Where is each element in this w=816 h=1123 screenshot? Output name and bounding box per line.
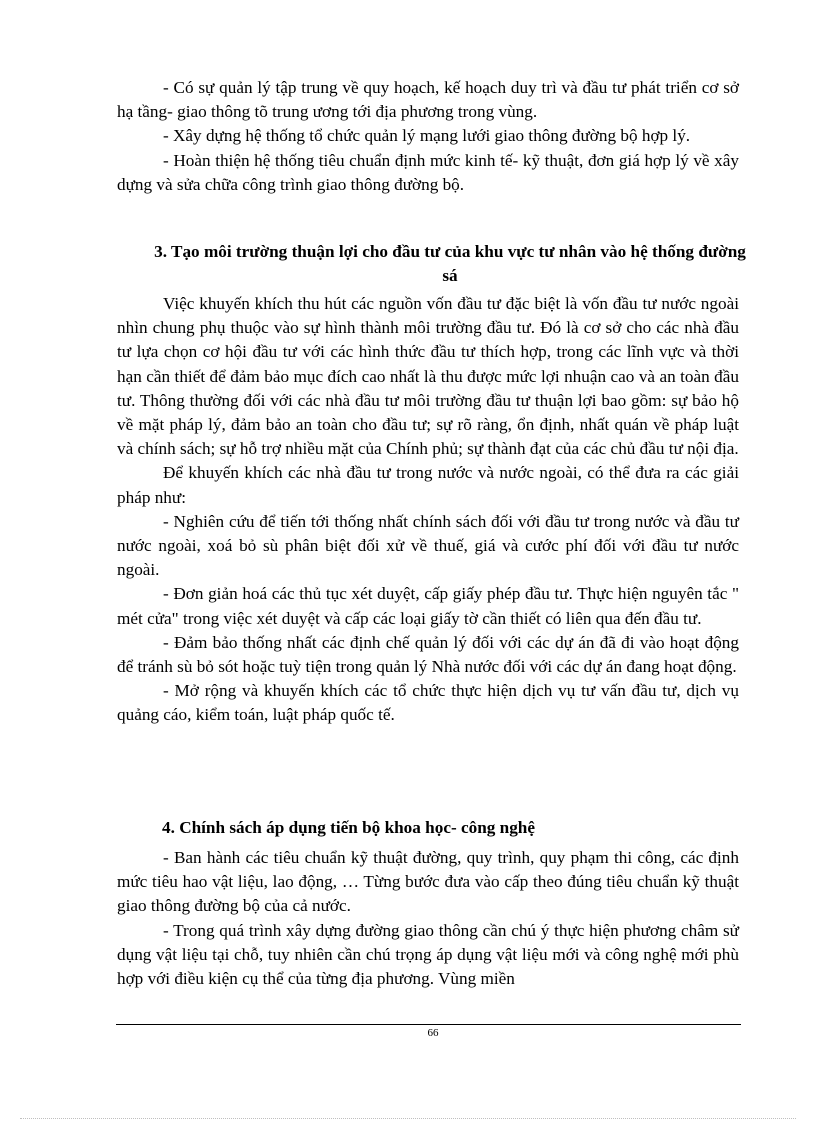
- section-3-body: [117, 292, 739, 728]
- paragraph: - Mở rộng và khuyến khích các tổ chức thực hiện dịch vụ tư vấn đầu tư, dịch vụ quảng cáo, kiểm toán, luật pháp quốc tế.: [117, 681, 739, 725]
- section-heading-3: 3. Tạo môi trường thuận lợi cho đầu tư của khu vực tư nhân vào hệ thống đường sá: [154, 242, 746, 285]
- intro-bullets: [117, 76, 739, 197]
- paragraph: - Trong quá trình xây dựng đường giao thông cần chú ý thực hiện phương châm sử dụng vật liệu tại chỗ, tuy nhiên cần chú trọng áp dụng vật liệu mới và công nghệ mới phù hợp với điều kiện cụ thể của từng địa phương. Vùng miền: [117, 920, 739, 989]
- page-number: 66: [427, 1027, 439, 1039]
- paragraph: - Đảm bảo thống nhất các định chế quản lý đối với các dự án đã đi vào hoạt động để tránh sù bỏ sót hoặc tuỳ tiện trong quản lý Nhà nước đối với các dự án đang hoạt động.: [117, 632, 739, 677]
- paragraph: - Đơn giản hoá các thủ tục xét duyệt, cấp giấy phép đầu tư. Thực hiện nguyên tắc " mét cửa" trong việc xét duyệt và cấp các loại giấy tờ cần thiết có liên qua đến đầu tư.: [117, 584, 739, 628]
- section-heading-4: 4. Chính sách áp dụng tiến bộ khoa học- công nghệ: [162, 818, 535, 837]
- paragraph: Để khuyến khích các nhà đầu tư trong nước và nước ngoài, có thể đưa ra các giải pháp như:: [117, 463, 739, 507]
- paragraph: Việc khuyến khích thu hút các nguồn vốn đầu tư đặc biệt là vốn đầu tư nước ngoài nhìn chung phụ thuộc vào sự hình thành môi trường đầu tư. Đó là cơ sở cho các nhà đầu tư lựa chọn cơ hội đầu tư với các hình thức đầu tư thích hợp, trong các lĩnh vực và thời hạn cần thiết để đảm bảo mục đích cao nhất là thu được mức lợi nhuận cao và an toàn đầu tư. Thông thường đối với các nhà đầu tư môi trường đầu tư thuận lợi bao gồm: sự bảo hộ về mặt pháp lý, đảm bảo an toàn cho đầu tư; sự rõ ràng, ổn định, nhất quán về pháp luật và chính sách; sự hỗ trợ nhiều mặt của Chính phủ; sự thành đạt của các chủ đầu tư nội địa.: [117, 294, 739, 459]
- paragraph: - Hoàn thiện hệ thống tiêu chuẩn định mức kinh tế- kỹ thuật, đơn giá hợp lý về xây dựng và sửa chữa công trình giao thông đường bộ.: [117, 150, 739, 194]
- paragraph: - Nghiên cứu để tiến tới thống nhất chính sách đối với đầu tư trong nước và đầu tư nước ngoài, xoá bỏ sù phân biệt đối xử về thuế, giá và cước phí đối với đầu tư nước ngoài.: [117, 511, 739, 580]
- page-bottom-border: [20, 1118, 796, 1119]
- paragraph: - Có sự quản lý tập trung về quy hoạch, kế hoạch duy trì và đầu tư phát triển cơ sở hạ tầng- giao thông tõ trung ương tới địa phương trong vùng.: [117, 78, 739, 122]
- footer-rule: [116, 1024, 741, 1025]
- section-4-body: [117, 846, 739, 991]
- paragraph: - Ban hành các tiêu chuẩn kỹ thuật đường, quy trình, quy phạm thi công, các định mức tiêu hao vật liệu, lao động, … Từng bước đưa vào cấp theo đúng tiêu chuẩn kỹ thuật giao thông đường bộ của cả nước.: [117, 848, 739, 916]
- paragraph: - Xây dựng hệ thống tổ chức quản lý mạng lưới giao thông đường bộ hợp lý.: [163, 126, 691, 146]
